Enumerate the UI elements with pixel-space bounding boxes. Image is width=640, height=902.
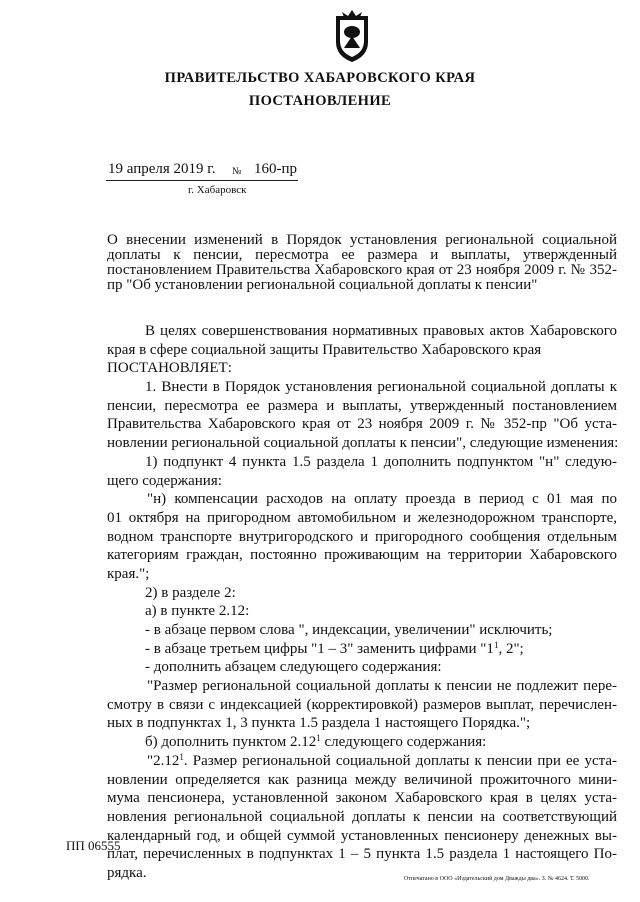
document-subject: О внесении изменений в Порядок установления региональной социальной доплаты к пенсии, пересмотра ее размера и выплаты, утвержденный постановлением Правительства Хабаровского края от 23 ноября 2009 г. № 352-пр "Об установлении региональной социальной доплаты к пенсии": [107, 232, 617, 293]
organization-title: ПРАВИТЕЛЬСТВО ХАБАРОВСКОГО КРАЯ: [164, 70, 476, 86]
document-number: 160-пр: [254, 161, 298, 177]
body-line: ПОСТАНОВЛЯЕТ:: [107, 360, 232, 377]
body-line: края.";: [107, 565, 150, 582]
body-line: В целях совершенствования нормативных правовых актов Хабаровского: [145, 323, 617, 339]
coat-of-arms-icon: [330, 8, 374, 64]
body-line: - дополнить абзацем следующего содержания:: [145, 659, 442, 676]
body-line: - в абзаце первом слова ", индексации, увеличении" исключить;: [145, 622, 553, 638]
body-line: плат, перечисленных в подпунктах 1 – 5 пункта 1.5 раздела 1 настоящего По-: [107, 846, 617, 863]
body-line: "н) компенсации расходов на оплату проезда в период с 01 мая по: [147, 491, 617, 508]
body-line: рядка.: [107, 864, 147, 881]
body-line: новления региональной социальной доплаты к пенсии на соответствующий: [107, 808, 617, 825]
printer-imprint: Отпечатано в ООО «Издательский дом Дважды два». З. № 4624. Т. 5000.: [404, 876, 590, 882]
document-code: ПП 06555: [66, 838, 121, 853]
body-text: , 2";: [498, 640, 524, 657]
body-text: б) дополнить пунктом 2.12: [145, 734, 317, 751]
body-line: 1. Внести в Порядок установления региональной социальной доплаты к: [145, 379, 617, 396]
body-text: "2.12: [147, 752, 180, 769]
body-line: новлении определяется как разница между величиной прожиточного мини-: [107, 771, 617, 788]
body-line: календарный год, и общей суммой установленных пенсионеру денежных вы-: [107, 827, 617, 844]
superscript: 1: [179, 751, 184, 762]
date-underline: [106, 180, 298, 181]
body-line: новлении региональной социальной доплаты к пенсии", следующие изменения:: [107, 435, 619, 452]
body-line: [107, 640, 617, 659]
city: г. Хабаровск: [188, 184, 247, 196]
body-line: "Размер региональной социальной доплаты к пенсии не подлежит пере-: [147, 678, 617, 695]
document-date: 19 апреля 2019 г.: [108, 161, 216, 177]
body-line: [107, 733, 617, 752]
superscript: 1: [316, 733, 321, 744]
superscript: 1: [493, 639, 499, 650]
body-line: 1) подпункт 4 пункта 1.5 раздела 1 дополнить подпунктом "н" следую-: [145, 453, 617, 470]
body-line: а) в пункте 2.12:: [145, 603, 250, 620]
body-line: щего содержания:: [107, 472, 222, 489]
document-type: ПОСТАНОВЛЕНИЕ: [248, 93, 392, 109]
body-text: - в абзаце третьем цифры "1 – 3" заменить цифрами "1: [145, 640, 494, 657]
body-line: [107, 752, 617, 771]
body-line: ных в подпунктах 1, 3 пункта 1.5 раздела 1 настоящего Порядка.";: [107, 715, 531, 732]
body-line: 01 октября на пригородном автомобильном и железнодорожном транспорте,: [107, 509, 617, 526]
body-line: мума пенсионера, установленной законом Хабаровского края в целях уста-: [107, 790, 617, 807]
number-label: №: [232, 166, 242, 177]
body-line: водном транспорте внутригородского и пригородного сообщения отдельным: [107, 528, 617, 545]
body-line: 2) в разделе 2:: [145, 584, 236, 601]
body-line: пенсии, пересмотра ее размера и выплаты, утвержденный постановлением: [107, 397, 617, 414]
body-text: следующего содержания:: [320, 734, 487, 751]
body-line: Правительства Хабаровского края от 23 ноября 2009 г. № 352-пр "Об уста-: [107, 416, 617, 433]
body-line: края в сфере социальной защиты Правительство Хабаровского края: [107, 341, 542, 358]
body-line: категориям граждан, постоянно проживающим на территории Хабаровского: [107, 547, 617, 564]
document-body: [107, 322, 617, 883]
body-line: смотру в связи с индексацией (корректировкой) размеров выплат, перечислен-: [107, 696, 617, 713]
body-text: . Размер региональной социальной доплаты к пенсии при ее уста-: [183, 752, 617, 769]
